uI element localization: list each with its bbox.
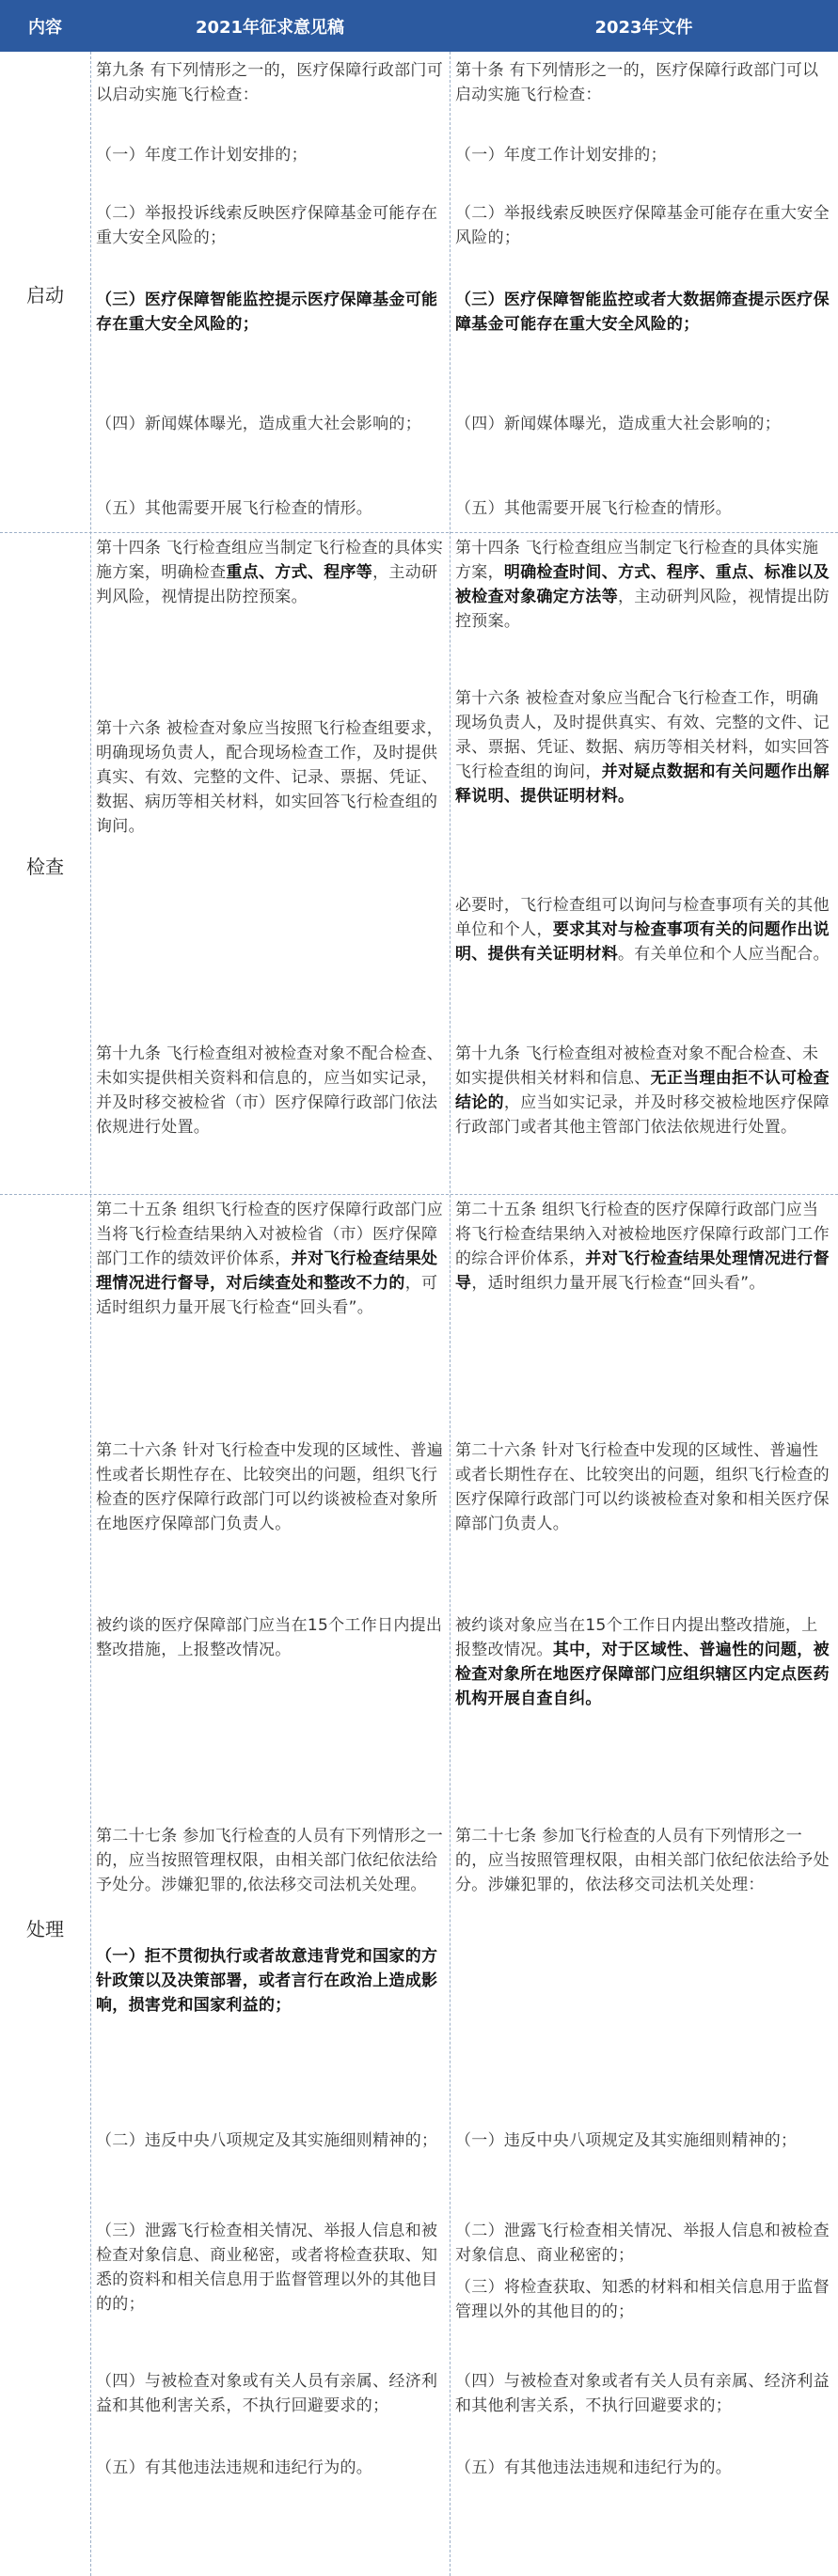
right-item: （二）举报线索反映医疗保障基金可能存在重大安全风险的； [455,204,830,247]
right-article-16-supplement: 必要时，飞行检查组可以询问与检查事项有关的其他单位和个人，要求其对与检查事项有关的问题作出说明、提供有关证明材料。有关单位和个人应当配合。 [455,896,830,964]
left-item: （二）违反中央八项规定及其实施细则精神的； [96,2131,438,2150]
left-article-26: 第二十六条 针对飞行检查中发现的区域性、普遍性或者长期性存在、比较突出的问题，组织飞行检查的医疗保障行政部门可以约谈被检查对象所在地医疗保障部门负责人。 [96,1441,444,1533]
header-2023-document: 2023年文件 [594,17,693,38]
right-article-25: 第二十五条 组织飞行检查的医疗保障行政部门应当将飞行检查结果纳入对被检地医疗保障行政部门工作的综合评价体系，并对飞行检查结果处理情况进行督导，适时组织力量开展飞行检查“回头看”。 [455,1201,830,1293]
right-article-26: 第二十六条 针对飞行检查中发现的区域性、普遍性或者长期性存在、比较突出的问题，组织飞行检查的医疗保障行政部门可以约谈被检查对象和相关医疗保障部门负责人。 [455,1441,830,1533]
header-2021-draft: 2021年征求意见稿 [195,17,345,38]
left-article-19: 第十九条 飞行检查组对被检查对象不配合检查、未如实提供相关资料和信息的，应当如实记录，并及时移交被检省（市）医疗保障行政部门依法依规进行处置。 [96,1045,444,1137]
left-item: （二）举报投诉线索反映医疗保障基金可能存在重大安全风险的； [96,204,438,247]
left-item: （一）年度工作计划安排的； [96,146,308,165]
right-item: （四）与被检查对象或者有关人员有亲属、经济利益和其他利害关系，不执行回避要求的； [455,2372,830,2415]
column-divider [90,52,91,2576]
row-divider [0,1194,838,1195]
right-item: （一）年度工作计划安排的； [455,146,667,165]
row-label-handle: 处理 [26,1918,64,1940]
right-article-19: 第十九条 飞行检查组对被检查对象不配合检查、未如实提供相关材料和信息、无正当理由拒不认可检查结论的，应当如实记录，并及时移交被检地医疗保障行政部门或者其他主管部门依法依规进行处置。 [455,1045,830,1137]
left-item-bold: （三）医疗保障智能监控提示医疗保障基金可能存在重大安全风险的； [96,291,438,334]
row-divider [0,532,838,533]
right-item: （五）有其他违法违规和违纪行为的。 [455,2458,733,2477]
row-label-start: 启动 [26,284,64,306]
left-item: （三）泄露飞行检查相关情况、举报人信息和被检查对象信息、商业秘密，或者将检查获取、知悉的资料和相关信息用于监督管理以外的其他目的的； [96,2222,438,2314]
right-article-27: 第二十七条 参加飞行检查的人员有下列情形之一的，应当按照管理权限，由相关部门依纪依法给予处分。涉嫌犯罪的，依法移交司法机关处理： [455,1827,830,1894]
right-article-26-followup: 被约谈对象应当在15个工作日内提出整改措施，上报整改情况。其中，对于区域性、普遍性的问题，被检查对象所在地医疗保障部门应组织辖区内定点医药机构开展自查自纠。 [455,1616,830,1708]
right-item: （一）违反中央八项规定及其实施细则精神的； [455,2131,798,2150]
column-divider [450,52,451,2576]
right-article-10: 第十条 有下列情形之一的，医疗保障行政部门可以启动实施飞行检查： [455,61,819,104]
left-item: （四）与被检查对象或有关人员有亲属、经济利益和其他利害关系，不执行回避要求的； [96,2372,438,2415]
left-article-25: 第二十五条 组织飞行检查的医疗保障行政部门应当将飞行检查结果纳入对被检省（市）医疗保障部门工作的绩效评价体系，并对飞行检查结果处理情况进行督导，对后续查处和整改不力的，可适时组织力量开展飞行检查“回头看”。 [96,1201,444,1317]
right-item-bold: （三）医疗保障智能监控或者大数据筛查提示医疗保障基金可能存在重大安全风险的； [455,291,830,334]
left-article-16: 第十六条 被检查对象应当按照飞行检查组要求，明确现场负责人，配合现场检查工作，及时提供真实、有效、完整的文件、记录、票据、凭证、数据、病历等相关材料，如实回答飞行检查组的询问。 [96,719,444,836]
left-article-26-followup: 被约谈的医疗保障部门应当在15个工作日内提出整改措施，上报整改情况。 [96,1616,443,1659]
left-item: （五）有其他违法违规和违纪行为的。 [96,2458,373,2477]
row-label-check: 检查 [26,856,64,878]
table-header [0,0,838,52]
left-article-14: 第十四条 飞行检查组应当制定飞行检查的具体实施方案，明确检查重点、方式、程序等，主动研判风险，视情提出防控预案。 [96,539,444,606]
right-item: （二）泄露飞行检查相关情况、举报人信息和被检查对象信息、商业秘密的； [455,2222,830,2265]
right-item: （四）新闻媒体曝光，造成重大社会影响的； [455,415,781,433]
right-article-16: 第十六条 被检查对象应当配合飞行检查工作，明确现场负责人，及时提供真实、有效、完整的文件、记录、票据、凭证、数据、病历等相关材料，如实回答飞行检查组的询问，并对疑点数据和有关问题作出解释说明、提供证明材料。 [455,689,830,806]
left-item-bold: （一）拒不贯彻执行或者故意违背党和国家的方针政策以及决策部署，或者言行在政治上造成影响，损害党和国家利益的； [96,1947,438,2015]
left-article-9: 第九条 有下列情形之一的，医疗保障行政部门可以启动实施飞行检查： [96,61,444,104]
right-item: （五）其他需要开展飞行检查的情形。 [455,499,733,518]
left-article-27: 第二十七条 参加飞行检查的人员有下列情形之一的，应当按照管理权限，由相关部门依纪依法给予处分。涉嫌犯罪的,依法移交司法机关处理。 [96,1827,444,1894]
right-article-14: 第十四条 飞行检查组应当制定飞行检查的具体实施方案，明确检查时间、方式、程序、重点、标准以及被检查对象确定方法等，主动研判风险，视情提出防控预案。 [455,539,830,631]
right-item: （三）将检查获取、知悉的材料和相关信息用于监督管理以外的其他目的的； [455,2278,830,2321]
left-item: （五）其他需要开展飞行检查的情形。 [96,499,373,518]
header-content: 内容 [28,17,62,38]
left-item: （四）新闻媒体曝光，造成重大社会影响的； [96,415,421,433]
